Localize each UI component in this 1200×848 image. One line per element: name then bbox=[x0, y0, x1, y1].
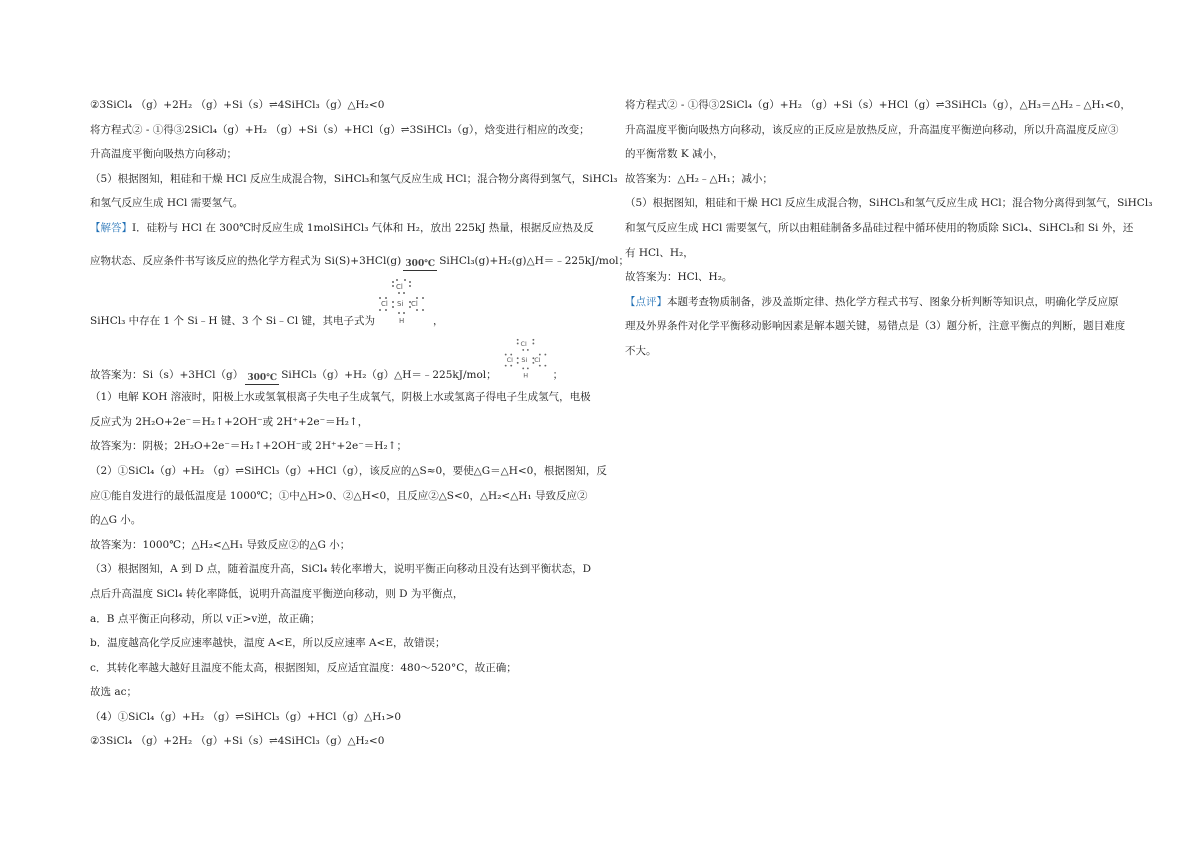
comment-tag: 【点评】 bbox=[625, 295, 667, 308]
text-span: SiHCl₃(g)+H₂(g)△H＝﹣225kJ/mol； bbox=[439, 254, 630, 267]
text-line: （5）根据图知，粗硅和干燥 HCl 反应生成混合物，SiHCl₃和氢气反应生成 HCl；混合物分离得到氢气，SiHCl₃ bbox=[625, 197, 1153, 210]
equation-line bbox=[90, 331, 598, 385]
text-line: （2）①SiCl₄（g）+H₂ （g）⇌SiHCl₃（g）+HCl（g），该反应的△S≈0，要使△G＝△H<0，根据图知，反 bbox=[90, 464, 607, 477]
text-line: ②3SiCl₄ （g）+2H₂ （g）+Si（s）⇌4SiHCl₃（g）△H₂<0 bbox=[90, 99, 385, 111]
atom-label: H bbox=[399, 317, 405, 326]
text-line: 故答案为：△H₂﹣△H₁；减小； bbox=[625, 172, 773, 185]
text-span: 故答案为：Si（s）+3HCl（g） bbox=[90, 369, 244, 382]
text-line: 理及外界条件对化学平衡移动影响因素是解本题关键，易错点是（3）题分析，注意平衡点的判断，题目难度 bbox=[625, 320, 1126, 333]
text-line: 升高温度平衡向吸热方向移动； bbox=[90, 148, 237, 161]
text-line: c．其转化率越大越好且温度不能太高，根据图知，反应适宜温度：480～520°C，故正确； bbox=[90, 661, 517, 674]
text-line: 的△G 小。 bbox=[90, 514, 142, 527]
reaction-condition: 300℃ bbox=[405, 258, 435, 269]
equation-line bbox=[90, 249, 630, 274]
reaction-arrow bbox=[403, 260, 437, 271]
text-span: ， bbox=[433, 315, 444, 328]
right-column bbox=[625, 93, 1153, 364]
left-column bbox=[90, 93, 630, 754]
text-line: 和氢气反应生成 HCl 需要氢气。 bbox=[90, 197, 244, 210]
text-line: 故答案为：1000℃；△H₂<△H₁ 导致反应②的△G 小； bbox=[90, 538, 351, 551]
text-line: 不大。 bbox=[625, 344, 657, 357]
text-line: 故答案为：阴极；2H₂O+2e⁻＝H₂↑+2OH⁻或 2H⁺+2e⁻＝H₂↑； bbox=[90, 440, 407, 453]
text-line: 反应式为 2H₂O+2e⁻＝H₂↑+2OH⁻或 2H⁺+2e⁻＝H₂↑， bbox=[90, 415, 369, 428]
lewis-structure-image bbox=[379, 279, 425, 331]
lewis-structure-image bbox=[503, 337, 549, 385]
text-span: SiHCl₃ 中存在 1 个 Si﹣H 键、3 个 Si﹣Cl 键，其电子式为 bbox=[90, 315, 376, 328]
text-line: 点后升高温度 SiCl₄ 转化率降低，说明升高温度平衡逆向移动，则 D 为平衡点， bbox=[90, 587, 464, 600]
atom-label: Cl bbox=[520, 340, 527, 349]
lewis-line bbox=[90, 273, 598, 331]
reaction-condition: 300℃ bbox=[247, 373, 277, 384]
text-span: SiHCl₃（g）+H₂（g）△H＝﹣225kJ/mol； bbox=[281, 369, 497, 382]
answer-tag: 【解答】 bbox=[90, 221, 132, 234]
atom-label: Cl bbox=[533, 356, 541, 365]
text-line: （3）根据图知，A 到 D 点，随着温度升高，SiCl₄ 转化率增大，说明平衡正向移动且没有达到平衡状态，D bbox=[90, 563, 592, 576]
text-line: 故选 ac； bbox=[90, 686, 137, 699]
text-line: b．温度越高化学反应速率越快，温度 A<E，所以反应速率 A<E，故错误； bbox=[90, 637, 446, 650]
comment-line bbox=[625, 290, 1119, 315]
text-line: 将方程式② - ①得③2SiCl₄（g）+H₂ （g）+Si（s）+HCl（g）⇌3SiHCl₃（g），焓变进行相应的改变； bbox=[90, 123, 590, 136]
reaction-arrow bbox=[245, 374, 279, 385]
atom-label: Si bbox=[397, 300, 404, 309]
atom-label: H bbox=[522, 371, 528, 380]
answer-line bbox=[90, 216, 598, 241]
text-line: 有 HCl、H₂， bbox=[625, 246, 694, 259]
text-line: 的平衡常数 K 减小， bbox=[625, 148, 724, 161]
atom-label: Cl bbox=[396, 283, 403, 292]
text-line: a．B 点平衡正向移动，所以 v正>v逆，故正确； bbox=[90, 612, 321, 625]
atom-label: Cl bbox=[381, 300, 388, 309]
atom-label: Cl bbox=[506, 356, 513, 365]
text-span: 本题考查物质制备，涉及盖斯定律、热化学方程式书写、图象分析判断等知识点，明确化学反应原 bbox=[667, 295, 1119, 308]
text-line: 和氢气反应生成 HCl 需要氢气，所以由粗硅制备多晶硅过程中循环使用的物质除 SiCl₄、SiHCl₃和 Si 外，还 bbox=[625, 221, 1134, 234]
text-line: （4）①SiCl₄（g）+H₂ （g）⇌SiHCl₃（g）+HCl（g）△H₁>0 bbox=[90, 710, 402, 723]
atom-label: Si bbox=[521, 356, 527, 365]
text-line: 应①能自发进行的最低温度是 1000℃；①中△H>0、②△H<0，且反应②△S<0，△H₂<△H₁ 导致反应② bbox=[90, 489, 588, 502]
atom-label: Cl bbox=[411, 300, 418, 309]
text-line: （1）电解 KOH 溶液时，阳极上水或氢氧根离子失电子生成氧气，阴极上水或氢离子得电子生成氢气，电极 bbox=[90, 391, 591, 404]
text-line: （5）根据图知，粗硅和干燥 HCl 反应生成混合物，SiHCl₃和氢气反应生成 HCl；混合物分离得到氢气，SiHCl₃ bbox=[90, 172, 618, 185]
text-line: 升高温度平衡向吸热方向移动，该反应的正反应是放热反应，升高温度平衡逆向移动，所以升高温度反应③ bbox=[625, 123, 1119, 136]
text-span: 应物状态、反应条件书写该反应的热化学方程式为 Si(S)+3HCl(g) bbox=[90, 254, 402, 267]
text-line: ②3SiCl₄ （g）+2H₂ （g）+Si（s）⇌4SiHCl₃（g）△H₂<0 bbox=[90, 735, 385, 748]
text-line: 故答案为：HCl、H₂。 bbox=[625, 271, 733, 284]
text-span: Ⅰ．硅粉与 HCl 在 300℃时反应生成 1molSiHCl₃ 气体和 H₂，放出 225kJ 热量，根据反应热及反 bbox=[132, 221, 594, 234]
text-span: ； bbox=[552, 369, 564, 382]
text-line: 将方程式② - ①得③2SiCl₄（g）+H₂ （g）+Si（s）+HCl（g）⇌3SiHCl₃（g），△H₃＝△H₂﹣△H₁<0， bbox=[625, 99, 1131, 111]
